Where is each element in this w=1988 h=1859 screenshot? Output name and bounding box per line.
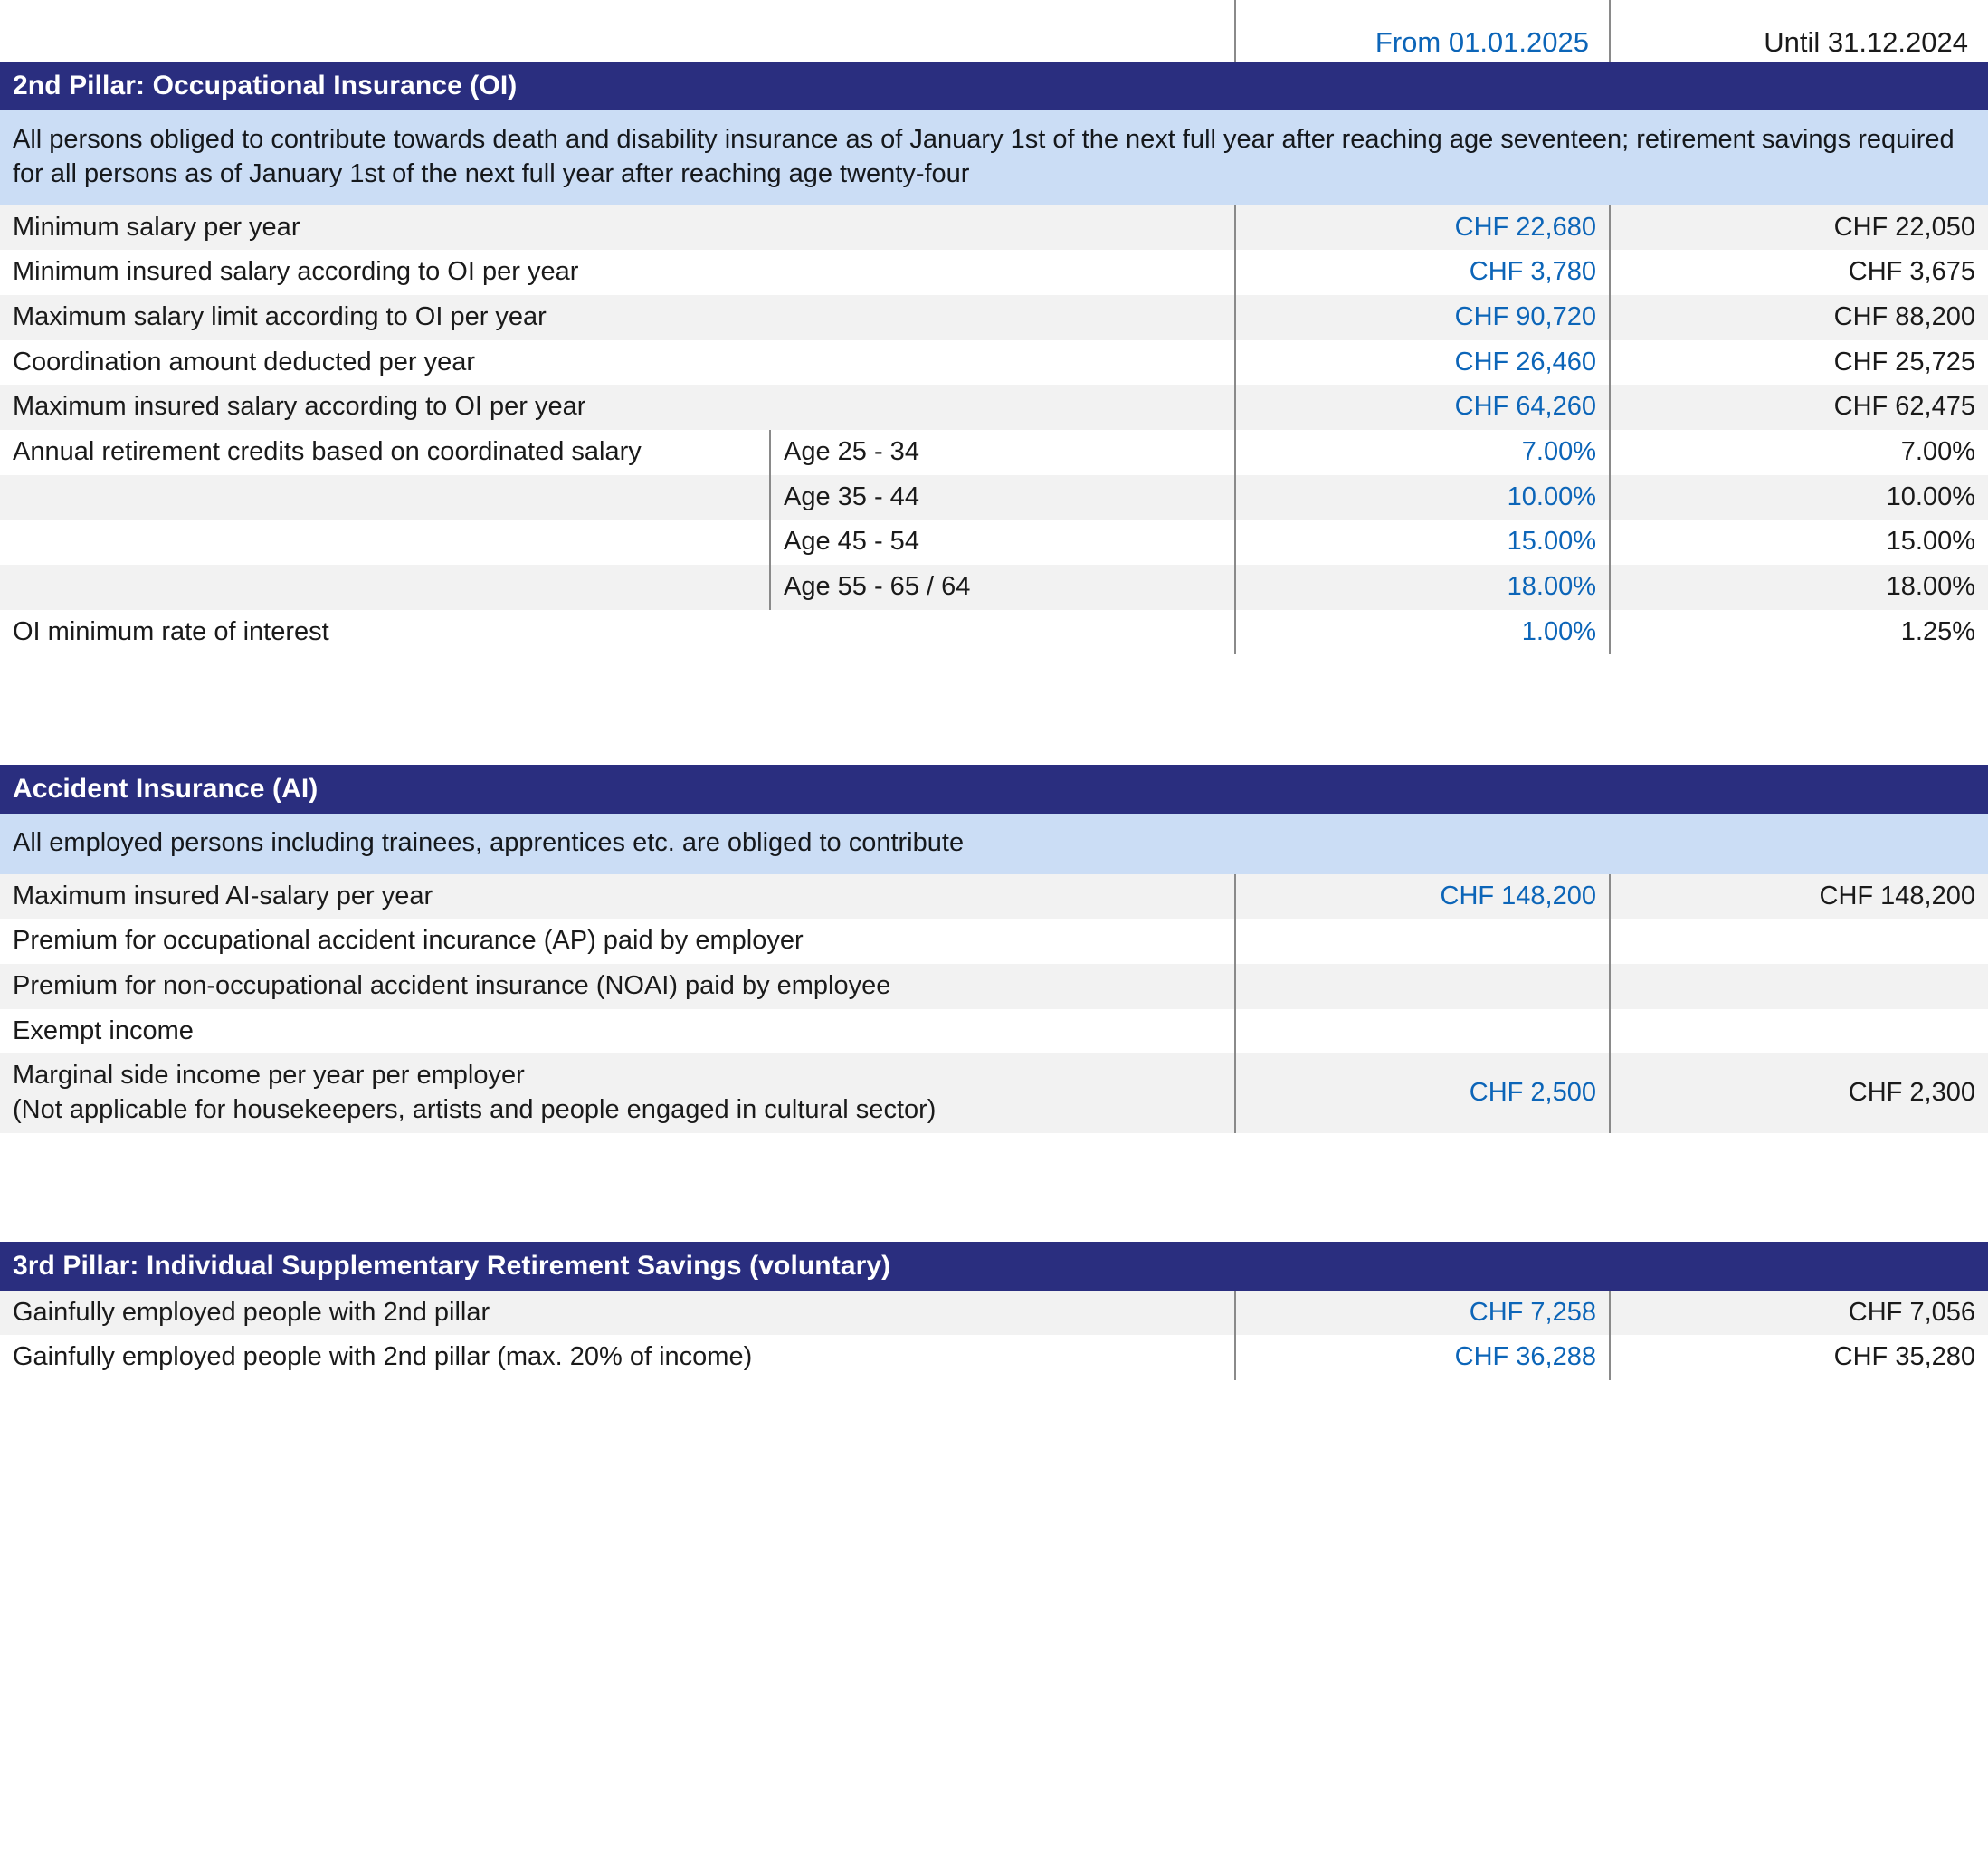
row-value-old: CHF 22,050 [1610, 205, 1988, 251]
row-value-new: 10.00% [1235, 475, 1610, 520]
table-row [0, 340, 1988, 386]
row-label: Premium for occupational accident incurance (AP) paid by employer [0, 919, 1235, 964]
row-sublabel: Age 25 - 34 [770, 430, 1235, 475]
row-label: Annual retirement credits based on coordinated salary [0, 430, 770, 475]
row-label: Gainfully employed people with 2nd pillar (max. 20% of income) [0, 1335, 1235, 1380]
section-gap [0, 1133, 1988, 1242]
section-gap [0, 654, 1988, 765]
row-label [0, 475, 770, 520]
row-value-new: CHF 36,288 [1235, 1335, 1610, 1380]
row-value-old: CHF 35,280 [1610, 1335, 1988, 1380]
table-row [0, 250, 1988, 295]
row-value-old: 15.00% [1610, 520, 1988, 565]
section-description-second-pillar: All persons obliged to contribute towards death and disability insurance as of January 1st of the next full year after reaching age seventeen; retirement savings required for all persons as of January 1st of the next full year after reaching age twenty-four [0, 110, 1988, 205]
section-description-second-pillar-row [0, 110, 1988, 205]
row-label: Minimum salary per year [0, 205, 1235, 251]
table-row [0, 385, 1988, 430]
table-row [0, 205, 1988, 251]
row-value-new: CHF 7,258 [1235, 1291, 1610, 1336]
row-value-new [1235, 1009, 1610, 1054]
row-value-old [1610, 964, 1988, 1009]
period-header-row [0, 0, 1988, 62]
row-label: Exempt income [0, 1009, 1235, 1054]
table-row [0, 520, 1988, 565]
row-value-old: 7.00% [1610, 430, 1988, 475]
period-header-spacer [0, 0, 770, 62]
row-value-old [1610, 919, 1988, 964]
section-title-second-pillar-row [0, 62, 1988, 110]
period-header-new: From 01.01.2025 [1235, 0, 1610, 62]
section-description-accident-insurance: All employed persons including trainees, apprentices etc. are obliged to contribute [0, 814, 1988, 873]
row-label: Maximum insured salary according to OI per year [0, 385, 1235, 430]
table-row [0, 1053, 1988, 1132]
row-value-new: 18.00% [1235, 565, 1610, 610]
row-sublabel: Age 55 - 65 / 64 [770, 565, 1235, 610]
row-value-old: CHF 7,056 [1610, 1291, 1988, 1336]
period-header-old: Until 31.12.2024 [1610, 0, 1988, 62]
section-title-accident-insurance-row [0, 765, 1988, 814]
row-value-old: CHF 88,200 [1610, 295, 1988, 340]
row-label: Minimum insured salary according to OI per year [0, 250, 1235, 295]
table-row [0, 964, 1988, 1009]
table-row [0, 1009, 1988, 1054]
section-title-accident-insurance: Accident Insurance (AI) [0, 765, 1988, 814]
row-value-old: CHF 3,675 [1610, 250, 1988, 295]
row-value-old: CHF 25,725 [1610, 340, 1988, 386]
row-label [0, 520, 770, 565]
row-value-new: CHF 3,780 [1235, 250, 1610, 295]
row-label: Marginal side income per year per employer [13, 1061, 525, 1091]
row-label [0, 565, 770, 610]
row-sublabel: Age 45 - 54 [770, 520, 1235, 565]
row-value-new: CHF 26,460 [1235, 340, 1610, 386]
row-value-old: 10.00% [1610, 475, 1988, 520]
table-row [0, 565, 1988, 610]
table-row [0, 874, 1988, 920]
row-label: Maximum salary limit according to OI per year [0, 295, 1235, 340]
section-table-third-pillar [0, 1242, 1988, 1380]
row-sublabel: Age 35 - 44 [770, 475, 1235, 520]
table-row [0, 295, 1988, 340]
row-value-old: CHF 2,300 [1610, 1053, 1988, 1132]
section-title-second-pillar: 2nd Pillar: Occupational Insurance (OI) [0, 62, 1988, 110]
table-row [0, 475, 1988, 520]
row-value-new: CHF 2,500 [1235, 1053, 1610, 1132]
table-row [0, 1291, 1988, 1336]
table-row [0, 430, 1988, 475]
row-label: Premium for non-occupational accident insurance (NOAI) paid by employee [0, 964, 1235, 1009]
section-table-accident-insurance [0, 765, 1988, 1132]
row-value-old: CHF 62,475 [1610, 385, 1988, 430]
row-value-new: CHF 64,260 [1235, 385, 1610, 430]
row-value-new: 15.00% [1235, 520, 1610, 565]
row-value-new: CHF 148,200 [1235, 874, 1610, 920]
row-label: Gainfully employed people with 2nd pillar [0, 1291, 1235, 1336]
row-value-old: 18.00% [1610, 565, 1988, 610]
section-table-second-pillar [0, 0, 1988, 654]
table-row [0, 919, 1988, 964]
row-label-secondary: (Not applicable for housekeepers, artists and people engaged in cultural sector) [13, 1095, 937, 1125]
section-title-third-pillar-row [0, 1242, 1988, 1291]
row-value-new [1235, 964, 1610, 1009]
row-label: Maximum insured AI-salary per year [0, 874, 1235, 920]
section-title-third-pillar: 3rd Pillar: Individual Supplementary Retirement Savings (voluntary) [0, 1242, 1988, 1291]
row-value-old: 1.25% [1610, 610, 1988, 655]
period-header-spacer-2 [770, 0, 1235, 62]
row-value-new: 7.00% [1235, 430, 1610, 475]
row-value-old [1610, 1009, 1988, 1054]
row-value-new: CHF 90,720 [1235, 295, 1610, 340]
row-value-new [1235, 919, 1610, 964]
row-value-new: CHF 22,680 [1235, 205, 1610, 251]
row-label: OI minimum rate of interest [0, 610, 1235, 655]
section-description-accident-insurance-row [0, 814, 1988, 873]
row-label-multiline [0, 1053, 1235, 1132]
table-row [0, 1335, 1988, 1380]
row-label: Coordination amount deducted per year [0, 340, 1235, 386]
table-row [0, 610, 1988, 655]
row-value-new: 1.00% [1235, 610, 1610, 655]
row-value-old: CHF 148,200 [1610, 874, 1988, 920]
